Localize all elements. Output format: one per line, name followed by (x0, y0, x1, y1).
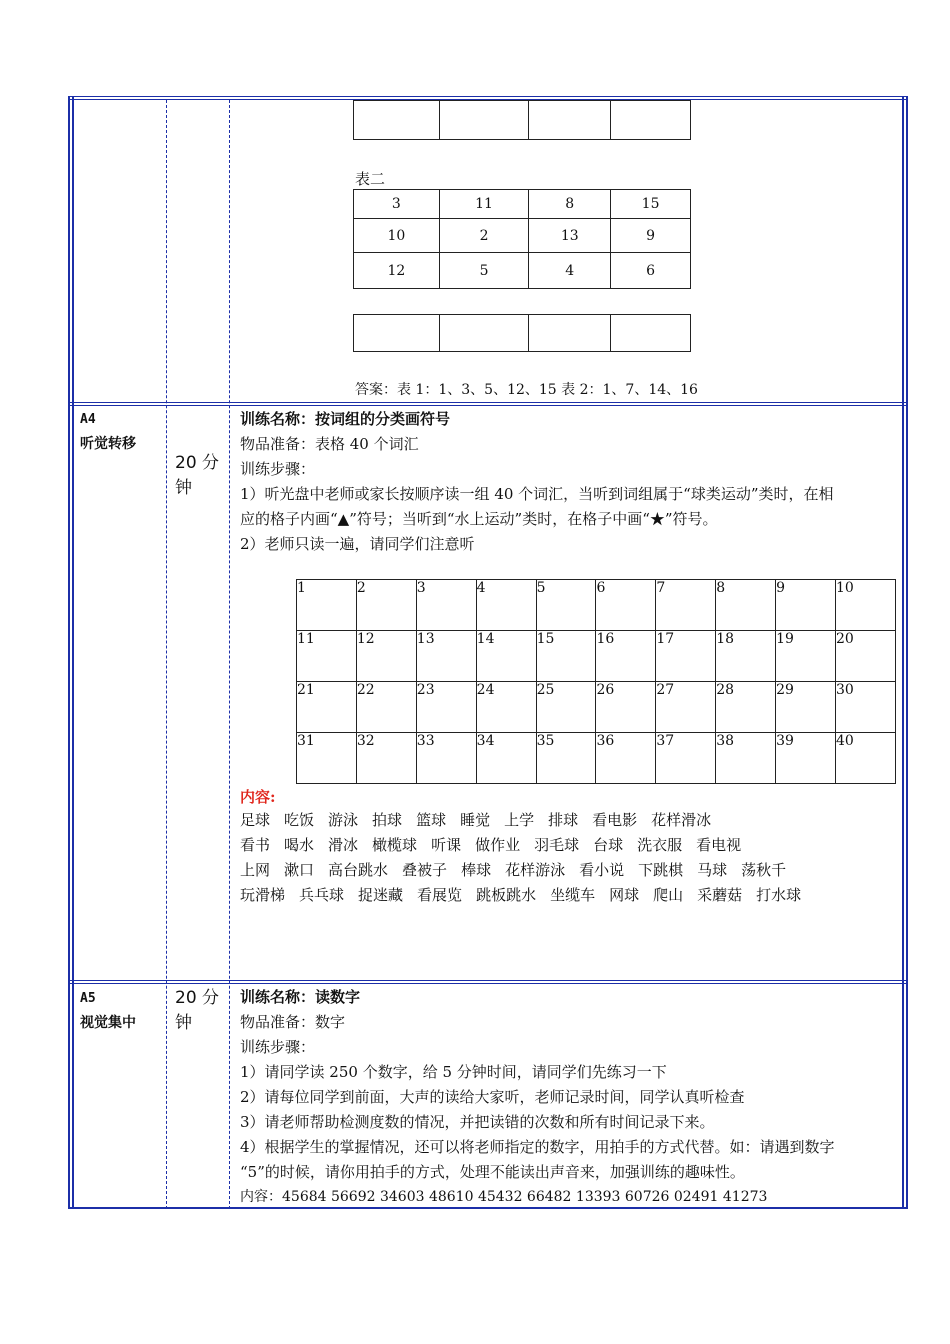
grid-cell: 33 (416, 733, 476, 784)
a4-number-grid (296, 579, 896, 784)
word-item: 拍球 (372, 811, 403, 829)
a5-title: 训练名称：读数字 (240, 988, 361, 1006)
grid-cell: 31 (297, 733, 357, 784)
a4-title: 训练名称：按词组的分类画符号 (240, 410, 451, 428)
grid-cell: 4 (476, 580, 536, 631)
table2-cell: 12 (354, 253, 440, 289)
table2-cell: 9 (611, 219, 691, 253)
word-item: 看小说 (579, 861, 625, 879)
grid-cell: 30 (836, 682, 896, 733)
a4-minutes: 20 分 (175, 453, 220, 473)
word-item: 马球 (697, 861, 728, 879)
a5-steps-label: 训练步骤： (240, 1038, 316, 1056)
word-item: 跳板跳水 (476, 886, 537, 904)
word-item: 看书 (240, 836, 271, 854)
grid-cell: 20 (836, 631, 896, 682)
word-item: 排球 (548, 811, 579, 829)
word-item: 打水球 (756, 886, 802, 904)
table2-cell: 13 (529, 219, 611, 253)
a4-step1-line2: 应的格子内画“▲”符号；当听到“水上运动”类时，在格子中画“★”符号。 (240, 510, 718, 528)
word-item: 羽毛球 (534, 836, 580, 854)
word-item: 花样滑冰 (651, 811, 712, 829)
word-item: 上网 (240, 861, 271, 879)
table2 (353, 189, 691, 289)
a5-code: A5 (80, 991, 96, 1006)
word-item: 漱口 (284, 861, 315, 879)
grid-cell: 21 (297, 682, 357, 733)
table2-cell: 8 (529, 190, 611, 219)
grid-cell: 27 (656, 682, 716, 733)
table2-answer-row (353, 314, 691, 352)
grid-cell: 15 (536, 631, 596, 682)
word-item: 篮球 (416, 811, 447, 829)
word-item: 爬山 (653, 886, 684, 904)
a4-materials: 物品准备：表格 40 个词汇 (240, 435, 419, 453)
table2-cell: 5 (439, 253, 529, 289)
row-divider-a5 (68, 980, 908, 984)
grid-cell: 13 (416, 631, 476, 682)
word-item: 花样游泳 (505, 861, 566, 879)
a5-name: 视觉集中 (80, 1015, 136, 1031)
word-item: 捉迷藏 (358, 886, 404, 904)
word-item: 洗衣服 (637, 836, 683, 854)
word-line (240, 885, 815, 905)
word-line (240, 835, 755, 855)
table-border-bottom (68, 1207, 908, 1209)
a5-step4-line1: 4）根据学生的掌握情况，还可以将老师指定的数字，用拍手的方式代替。如：请遇到数字 (240, 1138, 835, 1156)
a4-code: A4 (80, 412, 96, 427)
table2-cell: 3 (354, 190, 440, 219)
column-divider-2 (229, 100, 230, 1209)
a5-step1: 1）请同学读 250 个数字，给 5 分钟时间，请同学们先练习一下 (240, 1063, 667, 1081)
a4-name: 听觉转移 (80, 436, 136, 452)
grid-cell: 11 (297, 631, 357, 682)
word-item: 高台跳水 (328, 861, 389, 879)
table2-cell: 15 (611, 190, 691, 219)
row-divider-a4 (68, 402, 908, 406)
grid-cell: 29 (776, 682, 836, 733)
grid-cell: 36 (596, 733, 656, 784)
word-item: 玩滑梯 (240, 886, 286, 904)
a5-step4-line2: “5”的时候，请你用拍手的方式，处理不能读出声音来，加强训练的趣味性。 (240, 1163, 745, 1181)
word-item: 叠被子 (402, 861, 448, 879)
table-border-right (902, 96, 908, 1209)
word-item: 下跳棋 (638, 861, 684, 879)
word-item: 看展览 (417, 886, 463, 904)
grid-cell: 6 (596, 580, 656, 631)
grid-cell: 18 (716, 631, 776, 682)
grid-cell: 12 (356, 631, 416, 682)
table2-cell: 10 (354, 219, 440, 253)
grid-cell: 22 (356, 682, 416, 733)
a4-step2: 2）老师只读一遍，请同学们注意听 (240, 535, 475, 553)
a4-step1-line1: 1）听光盘中老师或家长按顺序读一组 40 个词汇，当听到词组属于“球类运动”类时，在相 (240, 485, 834, 503)
grid-cell: 5 (536, 580, 596, 631)
word-item: 棒球 (461, 861, 492, 879)
grid-cell: 38 (716, 733, 776, 784)
a5-step2: 2）请每位同学到前面，大声的读给大家听，老师记录时间，同学认真听检查 (240, 1088, 745, 1106)
answer-text: 答案：表 1：1、3、5、12、15 表 2：1、7、14、16 (355, 382, 698, 398)
table1-answer-row (353, 100, 691, 140)
grid-cell: 32 (356, 733, 416, 784)
a4-steps-label: 训练步骤： (240, 460, 316, 478)
word-item: 台球 (593, 836, 624, 854)
table2-cell: 6 (611, 253, 691, 289)
word-item: 橄榄球 (372, 836, 418, 854)
word-line (240, 860, 800, 880)
grid-cell: 24 (476, 682, 536, 733)
table2-cell: 11 (439, 190, 529, 219)
a5-step3: 3）请老师帮助检测度数的情况，并把读错的次数和所有时间记录下来。 (240, 1113, 715, 1131)
word-item: 喝水 (284, 836, 315, 854)
word-item: 滑冰 (328, 836, 359, 854)
a5-minutes: 20 分 (175, 988, 220, 1008)
word-item: 听课 (431, 836, 462, 854)
table2-label: 表二 (355, 170, 386, 188)
a4-minutes-unit: 钟 (175, 478, 192, 498)
word-item: 坐缆车 (550, 886, 596, 904)
grid-cell: 28 (716, 682, 776, 733)
grid-cell: 16 (596, 631, 656, 682)
word-item: 兵乓球 (299, 886, 345, 904)
grid-cell: 19 (776, 631, 836, 682)
grid-cell: 40 (836, 733, 896, 784)
grid-cell: 1 (297, 580, 357, 631)
word-item: 网球 (609, 886, 640, 904)
grid-cell: 14 (476, 631, 536, 682)
grid-cell: 17 (656, 631, 716, 682)
grid-cell: 7 (656, 580, 716, 631)
word-item: 采蘑菇 (697, 886, 743, 904)
grid-cell: 8 (716, 580, 776, 631)
word-item: 看电影 (592, 811, 638, 829)
grid-cell: 10 (836, 580, 896, 631)
grid-cell: 39 (776, 733, 836, 784)
grid-cell: 35 (536, 733, 596, 784)
grid-cell: 37 (656, 733, 716, 784)
word-item: 吃饭 (284, 811, 315, 829)
grid-cell: 34 (476, 733, 536, 784)
grid-cell: 23 (416, 682, 476, 733)
a5-materials: 物品准备：数字 (240, 1013, 346, 1031)
table2-cell: 2 (439, 219, 529, 253)
word-item: 足球 (240, 811, 271, 829)
grid-cell: 2 (356, 580, 416, 631)
word-item: 游泳 (328, 811, 359, 829)
grid-cell: 25 (536, 682, 596, 733)
a5-minutes-unit: 钟 (175, 1013, 192, 1033)
column-divider-1 (166, 100, 167, 1209)
word-line (240, 810, 725, 830)
grid-cell: 9 (776, 580, 836, 631)
word-item: 看电视 (696, 836, 742, 854)
table2-cell: 4 (529, 253, 611, 289)
word-item: 睡觉 (460, 811, 491, 829)
word-item: 荡秋千 (741, 861, 787, 879)
a5-content: 内容：45684 56692 34603 48610 45432 66482 13393 60726 02491 41273 (240, 1189, 768, 1205)
table-border-left (68, 96, 74, 1209)
word-item: 上学 (504, 811, 535, 829)
a4-content-label: 内容: (240, 788, 276, 806)
grid-cell: 3 (416, 580, 476, 631)
grid-cell: 26 (596, 682, 656, 733)
word-item: 做作业 (475, 836, 521, 854)
